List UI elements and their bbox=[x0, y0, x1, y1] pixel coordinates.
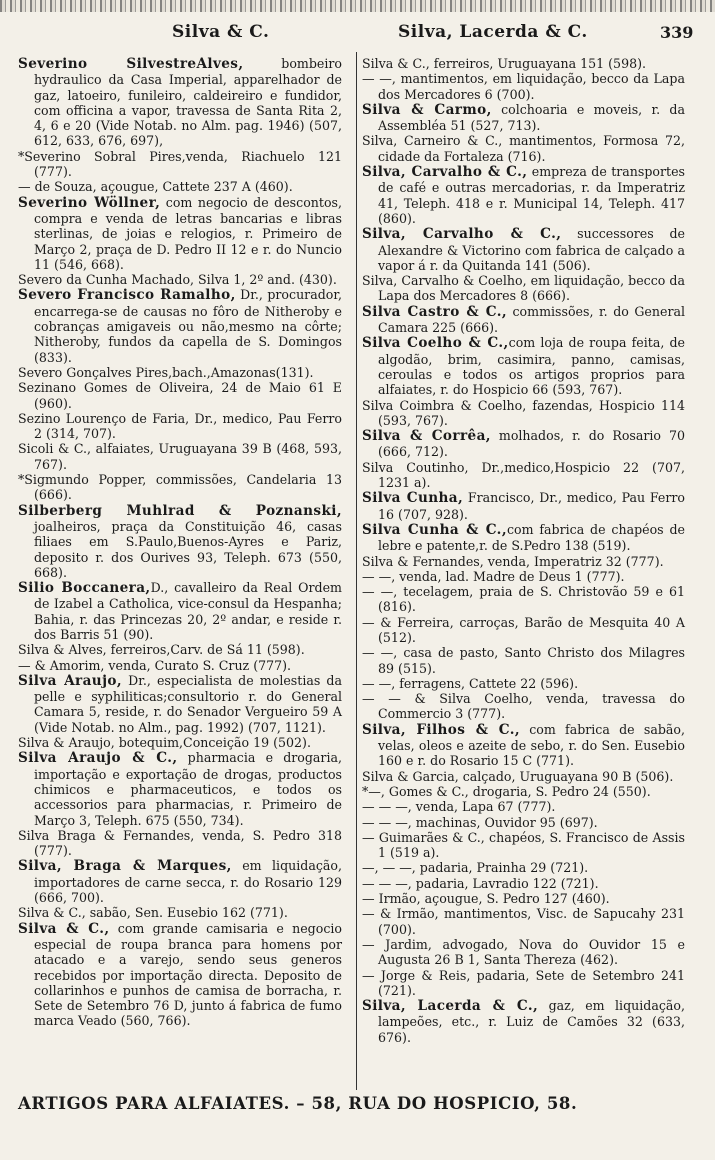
entry-text: com fabrica de sabão, velas, oleos e azeite de sebo, r. do Sen. Eusebio 160 e r. do Rosario 15 C (771). bbox=[378, 721, 685, 769]
entry-name: Silva Araujo, bbox=[18, 672, 123, 689]
directory-entry bbox=[362, 428, 685, 460]
entry-text: — — —, machinas, Ouvidor 95 (697). bbox=[362, 814, 598, 830]
directory-entry bbox=[362, 799, 685, 814]
directory-entry bbox=[18, 642, 342, 657]
entry-text: Dr., especialista de molestias da pelle e syphiliticas;consultorio r. do General Camara 5, reside, r. do Senador Vergueiro 59 A (Vide Notab. no Alm., pag. 1992) (707, 1121). bbox=[34, 672, 342, 735]
entry-text: com negocio de descontos, compra e venda de letras bancarias e libras sterlinas, de joias e relogios, r. Primeiro de Março 2, praça de D. Pedro II 12 e r. do Nuncio 11 (546, 668). bbox=[34, 194, 343, 272]
entry-text: —, — —, padaria, Prainha 29 (721). bbox=[362, 860, 589, 876]
entry-name: Silva, Carvalho & C., bbox=[362, 164, 528, 181]
directory-entry bbox=[362, 398, 685, 429]
entry-text: — Irmão, açougue, S. Pedro 127 (460). bbox=[362, 891, 610, 907]
directory-entry bbox=[18, 580, 342, 642]
entry-text: com loja de roupa feita, de algodão, brim, casimira, panno, camisas, ceroulas e todos os artigos proprios para alfaiates, r. do Hospicio 66 (593, 767). bbox=[378, 335, 685, 398]
directory-entry bbox=[18, 287, 342, 364]
entry-text: Sicoli & C., alfaiates, Uruguayana 39 B (468, 593, 767). bbox=[18, 441, 342, 472]
directory-entry bbox=[362, 645, 685, 676]
entry-name: Silva Cunha & C., bbox=[362, 521, 507, 538]
entry-text: Silva & Garcia, calçado, Uruguayana 90 B (506). bbox=[362, 768, 674, 784]
entry-text: — —, casa de pasto, Santo Christo dos Milagres 89 (515). bbox=[362, 645, 685, 676]
directory-entry bbox=[362, 273, 685, 304]
directory-entry bbox=[18, 673, 342, 735]
entry-text: *—, Gomes & C., drogaria, S. Pedro 24 (550). bbox=[362, 783, 651, 799]
entry-text: bombeiro hydraulico da Casa Imperial, apparelhador de gaz, latoeiro, funileiro, caldeireiro e fundidor, com officina a vapor, travessa de Santa Rita 2, 4, 6 e 20 (Vide Notab. no Alm. pag. 1946) (507, 612, 633, 676, 697), bbox=[34, 56, 342, 149]
entry-text: — de Souza, açougue, Cattete 237 A (460). bbox=[18, 179, 293, 195]
entry-text: — — —, venda, Lapa 67 (777). bbox=[362, 799, 556, 815]
directory-entry bbox=[18, 503, 342, 580]
entry-name: Silva Coelho & C., bbox=[362, 335, 509, 352]
directory-entry bbox=[362, 490, 685, 522]
entry-text: — — & Silva Coelho, venda, travessa do Commercio 3 (777). bbox=[362, 691, 685, 722]
entry-name: Severino SilvestreAlves, bbox=[18, 56, 244, 72]
directory-entry bbox=[362, 164, 685, 226]
entry-name: Silio Boccanera, bbox=[18, 580, 151, 597]
entry-text: *Sigmundo Popper, commissões, Candelaria 13 (666). bbox=[18, 472, 342, 503]
directory-entry bbox=[18, 195, 342, 272]
entry-name: Severo Francisco Ramalho, bbox=[18, 287, 236, 304]
entry-name: Silva Cunha, bbox=[362, 490, 464, 507]
directory-entry bbox=[362, 784, 685, 799]
header-right: Silva, Lacerda & C. bbox=[398, 22, 588, 42]
directory-entry bbox=[18, 828, 342, 859]
directory-entry bbox=[18, 905, 342, 920]
entry-text: — —, mantimentos, em liquidação, becco da Lapa dos Mercadores 6 (700). bbox=[362, 71, 685, 102]
directory-entry bbox=[18, 921, 342, 1029]
entry-text: Silva & Alves, ferreiros,Carv. de Sá 11 (598). bbox=[18, 642, 305, 658]
entry-text: empreza de transportes de café e outras mercadorias, r. da Imperatriz 41, Teleph. 418 e r. Municipal 14, Teleph. 417 (860). bbox=[378, 164, 685, 226]
directory-entry bbox=[18, 472, 342, 503]
entry-text: gaz, em liquidação, lampeões, etc., r. Luiz de Camões 32 (633, 676). bbox=[378, 998, 685, 1045]
entry-name: Silva, Filhos & C., bbox=[362, 721, 520, 738]
entry-text: — — —, padaria, Lavradio 122 (721). bbox=[362, 875, 599, 891]
entry-text: molhados, r. do Rosario 70 (666, 712). bbox=[378, 428, 685, 460]
entry-text: — & Ferreira, carroças, Barão de Mesquita 40 A (512). bbox=[362, 614, 685, 645]
entry-text: com fabrica de chapéos de lebre e patente,r. de S.Pedro 138 (519). bbox=[378, 521, 685, 554]
footer-advert: ARTIGOS PARA ALFAIATES. – 58, RUA DO HOSPICIO, 58. bbox=[18, 1094, 578, 1113]
entry-name: Silberberg Muhlrad & Poznanski, bbox=[18, 502, 342, 519]
entry-text: Silva, Carvalho & Coelho, em liquidação, becco da Lapa dos Mercadores 8 (666). bbox=[362, 273, 685, 304]
directory-entry bbox=[362, 56, 685, 71]
entry-text: — —, ferragens, Cattete 22 (596). bbox=[362, 675, 579, 691]
entry-text: Silva, Carneiro & C., mantimentos, Formosa 72, cidade da Fortaleza (716). bbox=[362, 133, 685, 164]
scan-edge-artifact bbox=[0, 0, 715, 12]
entry-text: joalheiros, praça da Constituição 46, casas filiaes em S.Paulo,Buenos-Ayres e Pariz, deposito r. dos Ourives 93, Teleph. 673 (550, 668). bbox=[34, 518, 342, 580]
entry-text: Silva Coutinho, Dr.,medico,Hospicio 22 (707, 1231 a). bbox=[362, 459, 685, 491]
entry-name: Silva & Corrêa, bbox=[362, 428, 491, 445]
entry-text: Silva & C., sabão, Sen. Eusebio 162 (771). bbox=[18, 905, 288, 921]
entry-text: Severo Gonçalves Pires,bach.,Amazonas(131). bbox=[18, 364, 314, 380]
entry-text: — Jardim, advogado, Nova do Ouvidor 15 e Augusta 26 B 1, Santa Thereza (462). bbox=[362, 936, 685, 968]
directory-entry bbox=[18, 272, 342, 287]
directory-entry bbox=[362, 226, 685, 273]
directory-entry bbox=[18, 179, 342, 194]
directory-entry bbox=[362, 676, 685, 691]
entry-text: D., cavalleiro da Real Ordem de Izabel a Catholica, vice-consul da Hespanha; Bahia, r. das Princezas 20, 2º andar, e reside r. dos Barris 51 (90). bbox=[34, 580, 342, 642]
right-column bbox=[362, 56, 685, 1045]
entry-text: — Guimarães & C., chapéos, S. Francisco de Assis 1 (519 a). bbox=[362, 829, 685, 861]
page-number: 339 bbox=[660, 23, 694, 42]
entry-text: Silva Braga & Fernandes, venda, S. Pedro 318 (777). bbox=[18, 827, 342, 859]
directory-entry bbox=[362, 71, 685, 102]
entry-text: — —, venda, lad. Madre de Deus 1 (777). bbox=[362, 568, 625, 584]
directory-entry bbox=[18, 750, 342, 827]
directory-entry bbox=[362, 998, 685, 1045]
directory-entry bbox=[362, 133, 685, 164]
entry-name: Silva, Lacerda & C., bbox=[362, 998, 539, 1015]
entry-text: Silva & C., ferreiros, Uruguayana 151 (598). bbox=[362, 56, 647, 71]
entry-text: Silva & Fernandes, venda, Imperatriz 32 (777). bbox=[362, 553, 664, 569]
directory-entry bbox=[362, 304, 685, 336]
directory-entry bbox=[362, 615, 685, 646]
entry-text: — & Amorim, venda, Curato S. Cruz (777). bbox=[18, 657, 292, 673]
entry-text: successores de Alexandre & Victorino com fabrica de calçado a vapor á r. da Quitanda 141 (506). bbox=[378, 226, 685, 273]
column-divider bbox=[356, 52, 357, 1090]
entry-text: Silva & Araujo, botequim,Conceição 19 (502). bbox=[18, 735, 311, 751]
entry-text: colchoaria e moveis, r. da Assembléa 51 (527, 713). bbox=[378, 101, 685, 134]
entry-name: Silva Araujo & C., bbox=[18, 750, 178, 767]
entry-name: Silva & Carmo, bbox=[362, 101, 492, 118]
entry-text: Sezinano Gomes de Oliveira, 24 de Maio 61 E (960). bbox=[18, 380, 342, 411]
entry-text: Sezino Lourenço de Faria, Dr., medico, Pau Ferro 2 (314, 707). bbox=[18, 410, 342, 442]
left-column bbox=[18, 56, 342, 1029]
entry-text: com grande camisaria e negocio especial de roupa branca para homens por atacado e a varejo, sendo seus generos recebidos por importação directa. Deposito de collarinhos e punhos de camisa de borracha, r. Sete de Setembro 76 D, junto á fabrica de fumo marca Veado (560, 766). bbox=[34, 920, 342, 1029]
entry-name: Severino Wöllner, bbox=[18, 194, 161, 211]
entry-name: Silva & C., bbox=[18, 920, 110, 937]
entry-text: em liquidação, importadores de carne secca, r. do Rosario 129 (666, 700). bbox=[34, 858, 343, 906]
directory-entry bbox=[362, 722, 685, 769]
directory-entry bbox=[362, 937, 685, 968]
directory-entry bbox=[362, 691, 685, 722]
directory-entry bbox=[362, 554, 685, 569]
entry-name: Silva Castro & C., bbox=[362, 303, 507, 320]
directory-entry bbox=[362, 460, 685, 491]
directory-entry bbox=[362, 968, 685, 999]
directory-entry bbox=[362, 102, 685, 134]
directory-entry bbox=[362, 569, 685, 584]
directory-entry bbox=[18, 56, 342, 149]
entry-text: pharmacia e drogaria, importação e exportação de drogas, productos chimicos e pharmaceuticos, e todos os accessorios para pharmacias, r. Primeiro de Março 3, Teleph. 675 (550, 734). bbox=[34, 750, 342, 828]
directory-entry bbox=[18, 858, 342, 905]
entry-name: Silva, Carvalho & C., bbox=[362, 226, 562, 243]
directory-entry bbox=[362, 769, 685, 784]
directory-entry bbox=[362, 815, 685, 830]
entry-text: *Severino Sobral Pires,venda, Riachuelo 121 (777). bbox=[18, 148, 342, 180]
entry-text: Francisco, Dr., medico, Pau Ferro 16 (707, 928). bbox=[378, 490, 685, 522]
directory-entry bbox=[18, 149, 342, 180]
directory-entry bbox=[18, 735, 342, 750]
entry-text: — Jorge & Reis, padaria, Sete de Setembro 241 (721). bbox=[362, 967, 685, 998]
entry-text: Dr., procurador, encarrega-se de causas no fôro de Nitheroby e cobranças amigaveis ou não,mesmo na côrte; Nitheroby, fundos da capella de S. Domingos (833). bbox=[34, 287, 342, 365]
directory-entry bbox=[18, 658, 342, 673]
entry-name: Silva, Braga & Marques, bbox=[18, 858, 232, 875]
directory-entry bbox=[362, 876, 685, 891]
directory-entry bbox=[18, 411, 342, 442]
directory-entry bbox=[362, 335, 685, 397]
entry-text: Silva Coimbra & Coelho, fazendas, Hospicio 114 (593, 767). bbox=[362, 397, 685, 428]
directory-entry bbox=[362, 830, 685, 861]
running-header bbox=[0, 22, 715, 46]
directory-entry bbox=[362, 906, 685, 937]
directory-entry bbox=[362, 522, 685, 554]
entry-text: — & Irmão, mantimentos, Visc. de Sapucahy 231 (700). bbox=[362, 906, 685, 937]
entry-text: Severo da Cunha Machado, Silva 1, 2º and. (430). bbox=[18, 272, 337, 288]
directory-entry bbox=[18, 365, 342, 380]
directory-entry bbox=[362, 584, 685, 615]
directory-entry bbox=[18, 441, 342, 472]
header-left: Silva & C. bbox=[172, 22, 270, 42]
entry-text: — —, tecelagem, praia de S. Christovão 59 e 61 (816). bbox=[362, 584, 685, 615]
directory-entry bbox=[18, 380, 342, 411]
directory-entry bbox=[362, 891, 685, 906]
entry-text: commissões, r. do General Camara 225 (666). bbox=[378, 303, 686, 336]
directory-entry bbox=[362, 860, 685, 875]
